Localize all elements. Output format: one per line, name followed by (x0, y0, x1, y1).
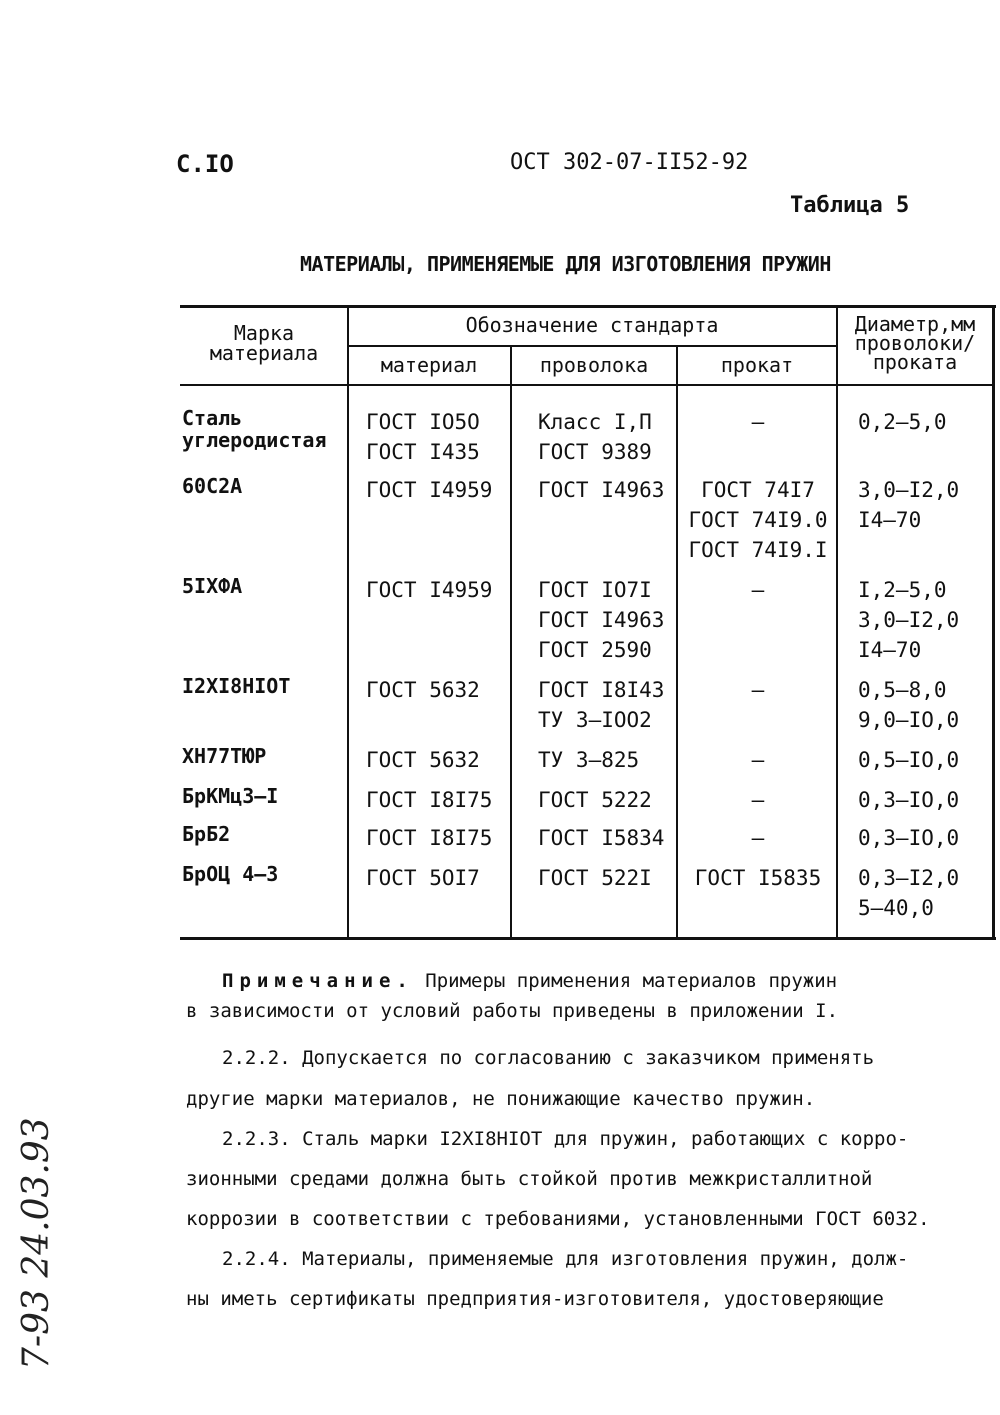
paragraph-2-2-3-cont1: зионными средами должна быть стойкой против межкристаллитной (186, 1168, 873, 1190)
header-diameter-line1: Диаметр,мм (854, 312, 976, 336)
table-bottom-rule (180, 937, 996, 940)
table-cell-wire (538, 785, 674, 815)
cell-line: – (751, 410, 765, 434)
cell-line: БрБ2 (182, 822, 231, 846)
cell-line: ГОСТ 2590 (538, 638, 652, 662)
cell-line: I,2–5,0 (858, 578, 947, 602)
note-text-line2: в зависимости от условий работы приведены в приложении I. (186, 1000, 839, 1022)
cell-line: ГОСТ I8I75 (366, 788, 493, 812)
note-label: Примечание. (222, 970, 414, 992)
cell-line: Класс I,П (538, 410, 652, 434)
table-cell-rolled (680, 785, 836, 815)
cell-line: ГОСТ I435 (366, 440, 480, 464)
cell-line: ГОСТ I5834 (538, 826, 665, 850)
cell-line: 5IХФА (182, 574, 243, 598)
cell-line: – (751, 788, 765, 812)
table-cell-wire (538, 675, 674, 735)
cell-line: ГОСТ 74I9.I (688, 538, 828, 562)
cell-line: углеродистая (182, 428, 327, 452)
table-cell-grade (182, 863, 348, 885)
paragraph-2-2-3: 2.2.3. Сталь марки I2ХI8НIОТ для пружин, работающих с корро- (222, 1128, 909, 1150)
cell-line: ГОСТ 74I7 (701, 478, 815, 502)
header-rolled: прокат (720, 353, 794, 377)
cell-line: – (751, 678, 765, 702)
header-material: материал (380, 353, 478, 377)
paragraph-2-2-4-cont: ны иметь сертификаты предприятия-изготовителя, удостоверяющие (186, 1288, 884, 1310)
header-grade-line1: Марка (233, 321, 295, 345)
table-right-edge (992, 305, 995, 939)
table-cell-diameter (858, 475, 992, 535)
cell-line: ТУ 3–IOO2 (538, 708, 652, 732)
table-cell-grade (182, 675, 348, 697)
cell-line: – (751, 826, 765, 850)
table-cell-material (366, 863, 506, 893)
subheader-rule (348, 345, 836, 347)
table-cell-grade (182, 575, 348, 597)
cell-line: ГОСТ I5835 (694, 866, 822, 890)
col-divider-3 (676, 345, 678, 939)
page-number: С.IO (176, 150, 234, 178)
table-cell-rolled (680, 407, 836, 437)
table-cell-wire (538, 407, 674, 467)
table-cell-grade (182, 475, 348, 497)
header-diameter-line3: проката (872, 350, 958, 374)
table-title: МАТЕРИАЛЫ, ПРИМЕНЯЕМЫЕ ДЛЯ ИЗГОТОВЛЕНИЯ ПРУЖИН (300, 252, 831, 276)
table-cell-material (366, 407, 506, 467)
table-cell-material (366, 785, 506, 815)
cell-line: ГОСТ 5222 (538, 788, 652, 812)
table-cell-diameter (858, 407, 992, 437)
cell-line: I2ХI8НIОТ (182, 674, 291, 698)
note-text-line1: Примеры применения материалов пружин (413, 970, 838, 992)
document-code: ОСТ 302-07-II52-92 (510, 150, 749, 175)
cell-line: ГОСТ I4963 (538, 478, 665, 502)
table-cell-material (366, 675, 506, 705)
cell-line: БрКМц3–I (182, 784, 279, 808)
cell-line: ТУ 3–825 (538, 748, 640, 772)
cell-line: ГОСТ I8I43 (538, 678, 665, 702)
header-bottom-rule (180, 384, 992, 386)
cell-line: I4–70 (858, 508, 922, 532)
table-cell-rolled (680, 575, 836, 605)
cell-line: ГОСТ I8I75 (366, 826, 493, 850)
table-cell-material (366, 475, 506, 505)
cell-line: 0,5–8,0 (858, 678, 947, 702)
cell-line: ГОСТ 5632 (366, 748, 480, 772)
table-cell-material (366, 745, 506, 775)
table-cell-rolled (680, 475, 836, 565)
paragraph-2-2-2: 2.2.2. Допускается по согласованию с заказчиком применять (222, 1047, 875, 1069)
cell-line: ГОСТ 9389 (538, 440, 652, 464)
table-label: Таблица 5 (790, 193, 910, 218)
col-divider-2 (510, 345, 512, 939)
table-cell-wire (538, 575, 674, 665)
handwritten-margin-note: 7-93 24.03.93 (16, 1117, 57, 1370)
paragraph-2-2-2-cont: другие марки материалов, не понижающие качество пружин. (186, 1088, 816, 1110)
cell-line: ГОСТ 5OI7 (366, 866, 480, 890)
table-cell-grade (182, 785, 348, 807)
cell-line: 0,3–IO,0 (858, 788, 960, 812)
cell-line: ГОСТ IO7I (538, 578, 652, 602)
header-diameter-line2: проволоки/ (854, 331, 976, 355)
paragraph-2-2-3-cont2: коррозии в соответствии с требованиями, установленными ГОСТ 6032. (186, 1208, 930, 1230)
cell-line: 0,3–I2,0 (858, 866, 960, 890)
cell-line: – (751, 578, 765, 602)
table-cell-diameter (858, 863, 992, 923)
cell-line: I4–70 (858, 638, 922, 662)
col-divider-4 (836, 305, 838, 939)
cell-line: ГОСТ 74I9.0 (688, 508, 828, 532)
table-cell-wire (538, 475, 674, 505)
table-cell-material (366, 823, 506, 853)
table-cell-grade (182, 745, 348, 767)
header-grade (180, 323, 348, 363)
header-diameter (838, 312, 992, 374)
cell-line: БрОЦ 4–3 (182, 862, 279, 886)
table-cell-rolled (680, 863, 836, 893)
table-cell-diameter (858, 575, 992, 665)
header-wire: проволока (539, 353, 649, 377)
table-cell-diameter (858, 785, 992, 815)
cell-line: ХН77ТЮР (182, 744, 267, 768)
table-cell-material (366, 575, 506, 605)
table-cell-rolled (680, 745, 836, 775)
cell-line: ГОСТ I4959 (366, 578, 493, 602)
cell-line: 9,0–IO,0 (858, 708, 960, 732)
table-cell-diameter (858, 675, 992, 735)
cell-line: 3,0–I2,0 (858, 608, 960, 632)
cell-line: ГОСТ I4963 (538, 608, 665, 632)
table-cell-rolled (680, 675, 836, 705)
table-cell-wire (538, 745, 674, 775)
cell-line: Сталь (182, 406, 243, 430)
table-cell-wire (538, 863, 674, 893)
cell-line: ГОСТ 5632 (366, 678, 480, 702)
table-cell-rolled (680, 823, 836, 853)
cell-line: ГОСТ 522I (538, 866, 652, 890)
cell-line: – (751, 748, 765, 772)
header-grade-line2: материала (209, 341, 319, 365)
paragraph-2-2-4: 2.2.4. Материалы, применяемые для изготовления пружин, долж- (222, 1248, 909, 1270)
cell-line: 0,2–5,0 (858, 410, 947, 434)
cell-line: 5–40,0 (858, 896, 934, 920)
table-cell-diameter (858, 745, 992, 775)
cell-line: 3,0–I2,0 (858, 478, 960, 502)
table-top-rule (180, 305, 996, 308)
table-cell-wire (538, 823, 674, 853)
cell-line: ГОСТ IO5O (366, 410, 480, 434)
header-standard-group: Обозначение стандарта (465, 313, 719, 337)
note (222, 970, 837, 992)
table-cell-diameter (858, 823, 992, 853)
table-cell-grade (182, 823, 348, 845)
cell-line: 0,5–IO,0 (858, 748, 960, 772)
cell-line: 0,3–IO,0 (858, 826, 960, 850)
materials-table (180, 305, 996, 941)
cell-line: 60С2А (182, 474, 243, 498)
cell-line: ГОСТ I4959 (366, 478, 493, 502)
table-cell-grade (182, 407, 348, 451)
